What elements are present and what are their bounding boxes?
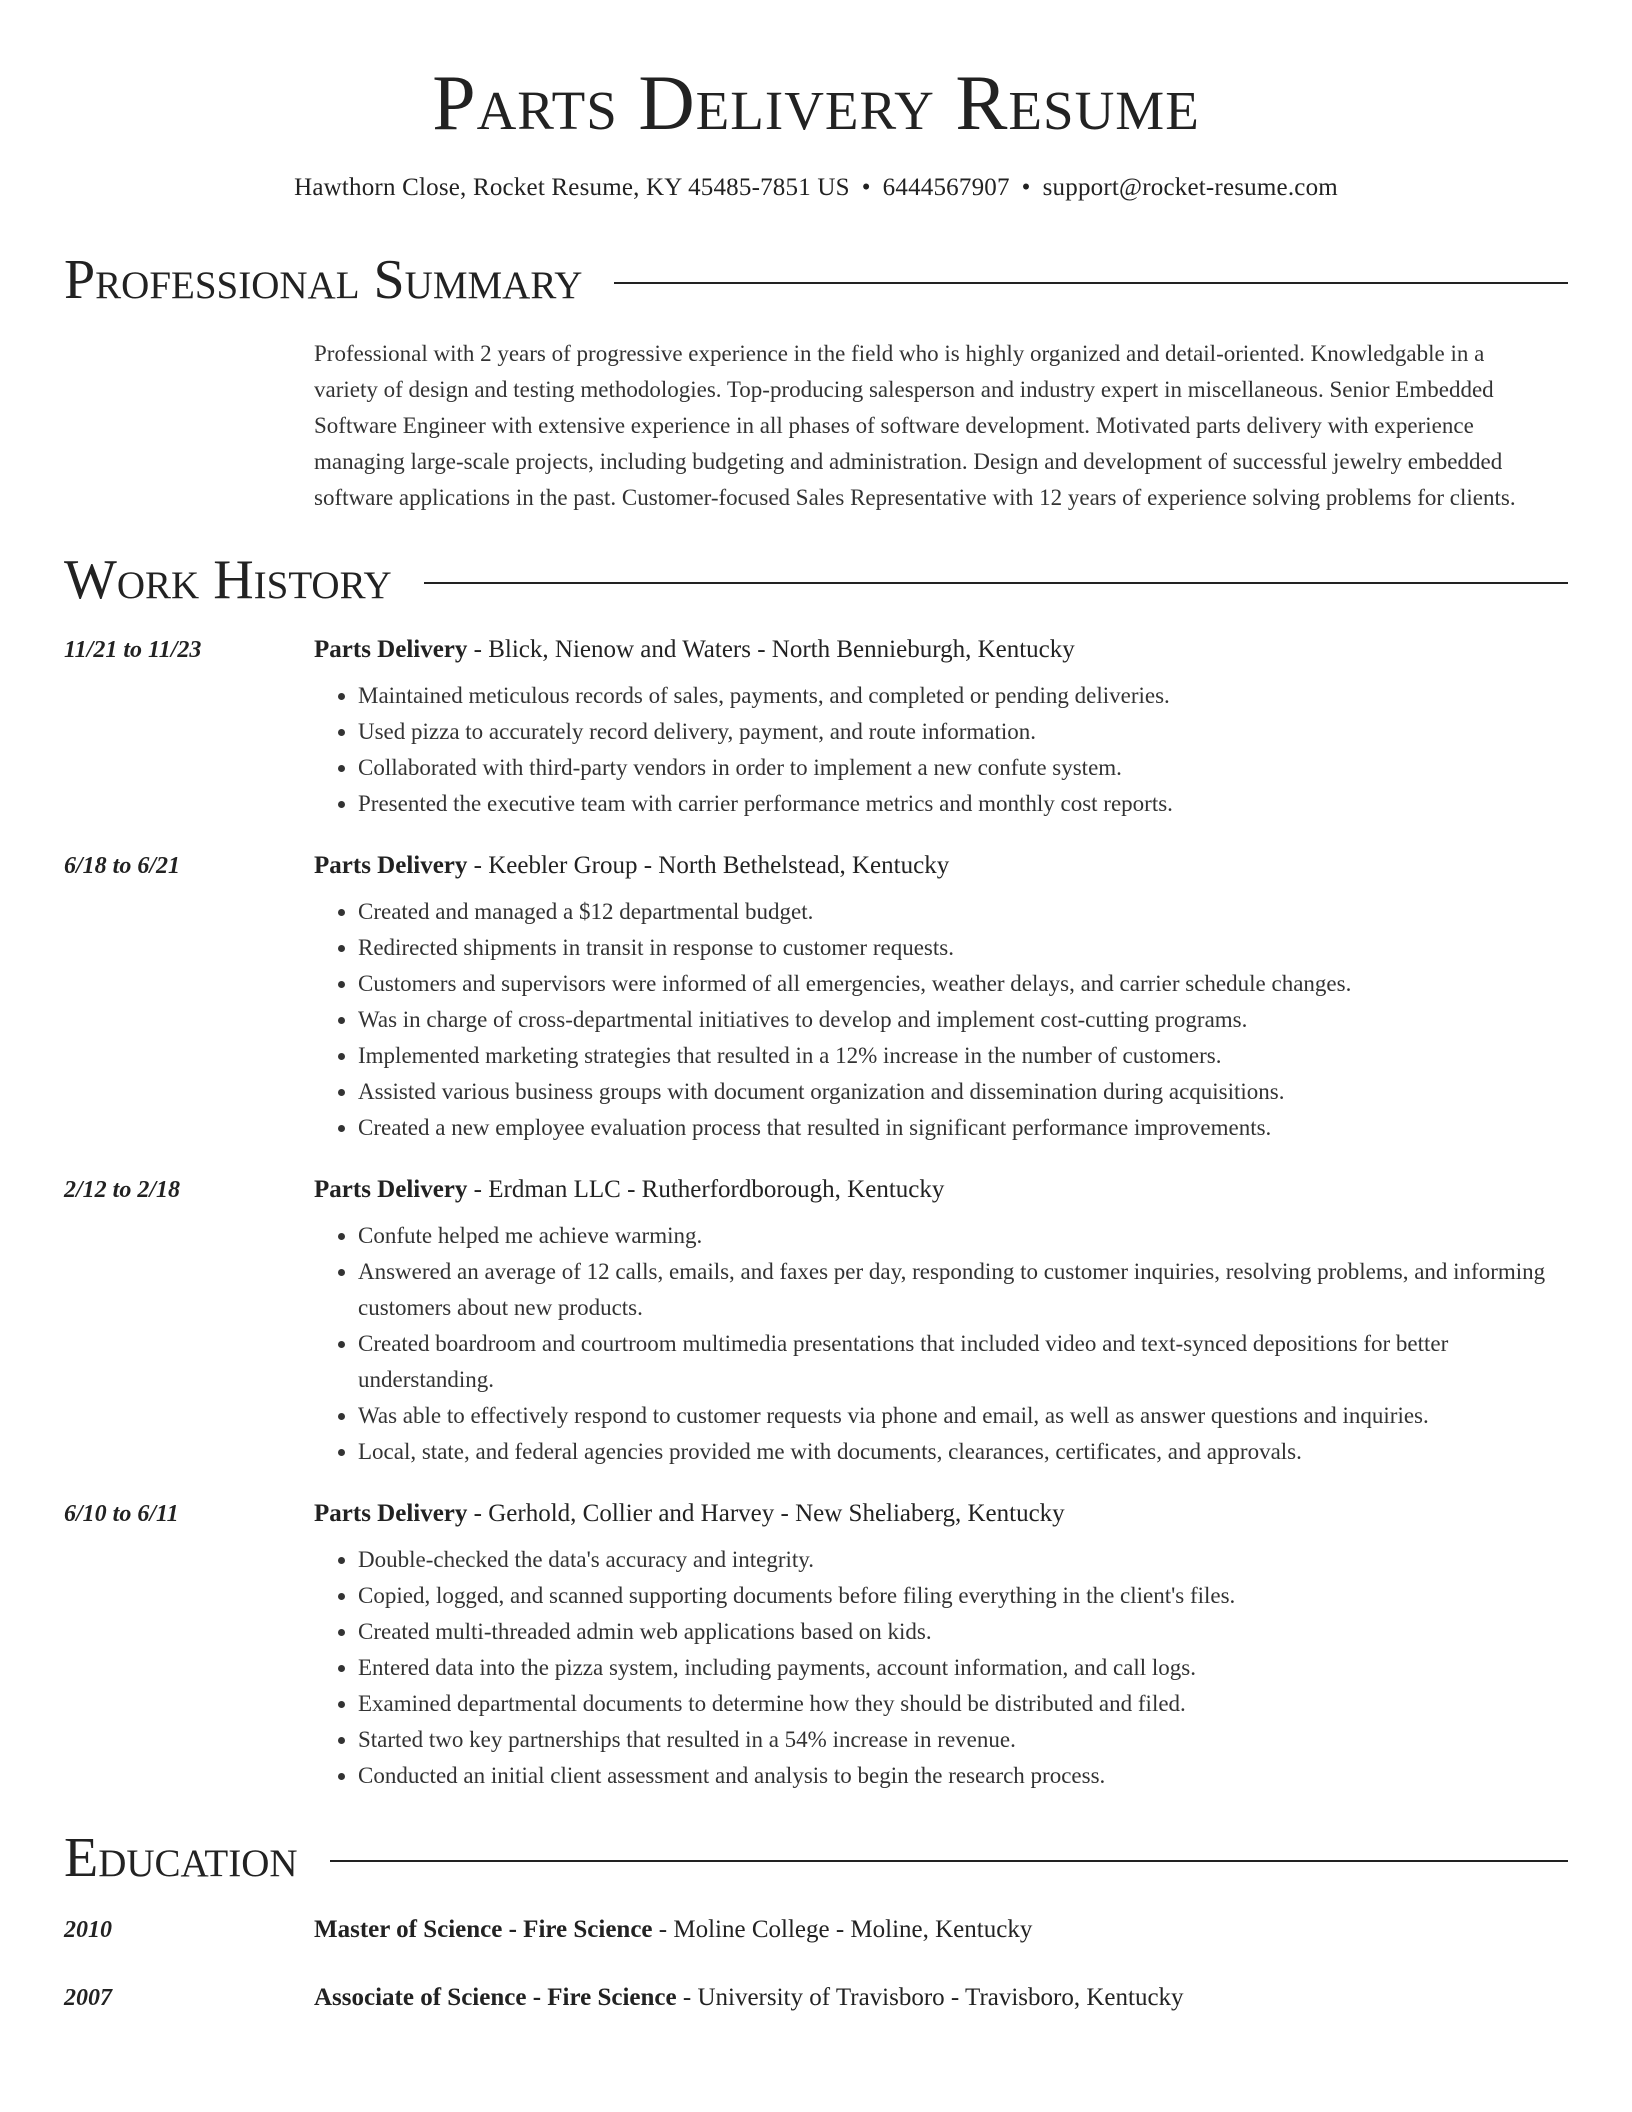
job-title-line xyxy=(314,1500,1065,1528)
education-heading-text: Education xyxy=(64,1827,298,1889)
job-bullet: • Created multi-threaded admin web applications based on kids. xyxy=(358,1614,1548,1650)
job-entry xyxy=(64,1500,1568,1794)
education-heading xyxy=(64,1827,1568,1889)
job-bullet: • Copied, logged, and scanned supporting documents before filing everything in the client's files. xyxy=(358,1578,1548,1614)
contact-email: support@rocket-resume.com xyxy=(1042,174,1338,201)
job-title: Parts Delivery xyxy=(314,852,468,879)
job-bullet: • Customers and supervisors were informed of all emergencies, weather delays, and carrier schedule changes. xyxy=(358,966,1548,1002)
job-bullet: • Entered data into the pizza system, including payments, account information, and call logs. xyxy=(358,1650,1548,1686)
job-employer: - Keebler Group - North Bethelstead, Kentucky xyxy=(467,852,950,879)
work-history-heading-text: Work History xyxy=(64,549,392,611)
education-list xyxy=(64,1916,1568,2012)
job-header xyxy=(64,636,1568,664)
summary-heading xyxy=(64,249,1568,311)
job-bullet: • Created and managed a $12 departmental budget. xyxy=(358,894,1548,930)
job-bullet: • Local, state, and federal agencies provided me with documents, clearances, certificates, and approvals. xyxy=(358,1434,1548,1470)
job-bullet: • Assisted various business groups with document organization and dissemination during acquisitions. xyxy=(358,1074,1548,1110)
job-bullet: • Was in charge of cross-departmental initiatives to develop and implement cost-cutting programs. xyxy=(358,1002,1548,1038)
section-rule xyxy=(614,282,1568,284)
job-entry xyxy=(64,852,1568,1146)
job-bullet: • Started two key partnerships that resulted in a 54% increase in revenue. xyxy=(358,1722,1548,1758)
job-bullet: • Examined departmental documents to determine how they should be distributed and filed. xyxy=(358,1686,1548,1722)
education-degree: Master of Science - Fire Science xyxy=(314,1916,653,1943)
job-title: Parts Delivery xyxy=(314,636,468,663)
job-header xyxy=(64,1500,1568,1528)
education-line xyxy=(314,1916,1032,1944)
job-bullet: • Collaborated with third-party vendors in order to implement a new confute system. xyxy=(358,750,1548,786)
job-bullet: • Created boardroom and courtroom multimedia presentations that included video and text-synced depositions for better understanding. xyxy=(358,1326,1548,1398)
contact-address: Hawthorn Close, Rocket Resume, KY 45485-7851 US xyxy=(294,174,850,201)
education-entry xyxy=(64,1916,1568,1944)
job-bullet: • Created a new employee evaluation process that resulted in significant performance improvements. xyxy=(358,1110,1548,1146)
job-bullet: • Used pizza to accurately record delivery, payment, and route information. xyxy=(358,714,1548,750)
contact-separator: • xyxy=(1021,174,1031,201)
job-title-line xyxy=(314,1176,944,1204)
section-rule xyxy=(424,582,1568,584)
job-bullet: • Presented the executive team with carrier performance metrics and monthly cost reports. xyxy=(358,786,1548,822)
job-dates: 2/12 to 2/18 xyxy=(64,1177,181,1203)
resume-title: Parts Delivery Resume xyxy=(432,59,1200,146)
education-school: - Moline College - Moline, Kentucky xyxy=(652,1916,1033,1943)
job-dates: 6/10 to 6/11 xyxy=(64,1501,179,1527)
summary-heading-text: Professional Summary xyxy=(64,249,583,311)
job-title: Parts Delivery xyxy=(314,1176,468,1203)
job-title: Parts Delivery xyxy=(314,1500,468,1527)
education-degree: Associate of Science - Fire Science xyxy=(314,1984,677,2011)
job-bullets xyxy=(358,678,1568,822)
job-employer: - Gerhold, Collier and Harvey - New Sheliaberg, Kentucky xyxy=(467,1500,1065,1527)
job-entry xyxy=(64,636,1568,822)
contact-phone: 6444567907 xyxy=(882,174,1010,201)
education-year: 2007 xyxy=(64,1985,112,2011)
job-dates: 11/21 to 11/23 xyxy=(64,637,202,663)
job-bullet: • Was able to effectively respond to customer requests via phone and email, as well as answer questions and inquiries. xyxy=(358,1398,1548,1434)
job-bullet: • Redirected shipments in transit in response to customer requests. xyxy=(358,930,1548,966)
job-bullet: • Confute helped me achieve warming. xyxy=(358,1218,1548,1254)
job-employer: - Blick, Nienow and Waters - North Bennieburgh, Kentucky xyxy=(467,636,1075,663)
work-history-heading xyxy=(64,549,1568,611)
contact-line xyxy=(64,174,1568,202)
job-dates: 6/18 to 6/21 xyxy=(64,853,181,879)
contact-separator: • xyxy=(861,174,871,201)
job-bullets xyxy=(358,1218,1568,1470)
job-employer: - Erdman LLC - Rutherfordborough, Kentucky xyxy=(467,1176,945,1203)
job-bullet: • Conducted an initial client assessment and analysis to begin the research process. xyxy=(358,1758,1548,1794)
job-bullets xyxy=(358,894,1568,1146)
education-entry xyxy=(64,1984,1568,2012)
job-title-line xyxy=(314,852,949,880)
job-bullet: • Double-checked the data's accuracy and integrity. xyxy=(358,1542,1548,1578)
job-bullet: • Answered an average of 12 calls, emails, and faxes per day, responding to customer inquiries, resolving problems, and informing customers about new products. xyxy=(358,1254,1548,1326)
job-header xyxy=(64,1176,1568,1204)
job-bullet: • Maintained meticulous records of sales, payments, and completed or pending deliveries. xyxy=(358,678,1548,714)
job-title-line xyxy=(314,636,1075,664)
summary-text: Professional with 2 years of progressive experience in the field who is highly organized and detail-oriented. Knowledgable in a variety of design and testing methodologies. Top-producing salesperson and industry expert in miscellaneous. Senior Embedded Software Engineer with extensive experience in all phases of software development. Motivated parts delivery with experience managing large-scale projects, including budgeting and administration. Design and development of successful jewelry embedded software applications in the past. Customer-focused Sales Representative with 12 years of experience solving problems for clients. xyxy=(314,341,1516,510)
job-header xyxy=(64,852,1568,880)
job-bullet: • Implemented marketing strategies that resulted in a 12% increase in the number of customers. xyxy=(358,1038,1548,1074)
job-entry xyxy=(64,1176,1568,1470)
resume-page xyxy=(64,0,1568,2012)
education-school: - University of Travisboro - Travisboro, Kentucky xyxy=(676,1984,1184,2011)
work-history-list xyxy=(64,636,1568,1794)
job-bullets xyxy=(358,1542,1568,1794)
education-year: 2010 xyxy=(64,1917,112,1943)
section-rule xyxy=(330,1860,1568,1862)
education-line xyxy=(314,1984,1184,2012)
